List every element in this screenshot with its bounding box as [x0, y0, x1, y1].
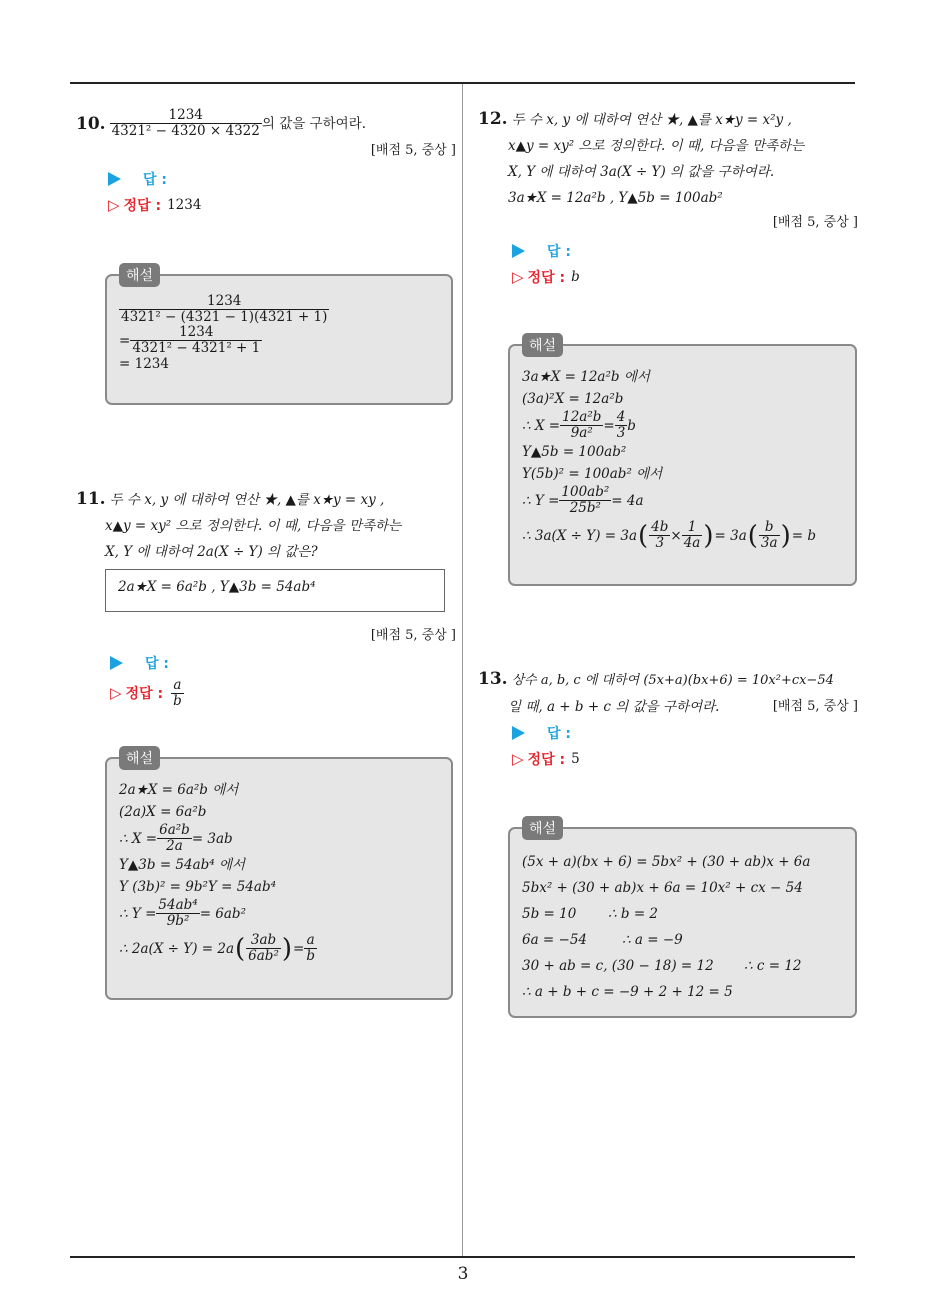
solution-line: Y(5b)² = 100ab² 에서 [522, 466, 663, 482]
solution-fraction: $\frac{1234}{\text{4321² − (4321 − 1)(4321 + 1)}}$ [121, 293, 328, 325]
solution-line: 5b = 10 ∴ b = 2 [522, 906, 659, 922]
play-triangle-icon [512, 244, 525, 258]
solution-line: 3a★X = 12a²b 에서 [522, 369, 650, 385]
solution-line: = 1234 [119, 356, 169, 372]
question-line: 3a★X = 12a²b , Y▲5b = 100ab² [508, 190, 723, 206]
answer-row [512, 720, 858, 746]
correct-answer-row [512, 264, 858, 290]
fraction-denominator: 4321² − 4320 × 4322 [111, 123, 260, 139]
solution-box-10: 해설 $\frac{1234}{\text{4321² − (4321 − 1)(4321 + 1)}}$ = $\frac{1234}{\text{4321² − 4321² + 1}}$ = 1234 [105, 274, 453, 405]
correct-answer: b [571, 269, 580, 285]
question-line: X, Y 에 대하여 2a(X ÷ Y) 의 값은? [105, 544, 318, 560]
solution-line: ∴ a + b + c = −9 + 2 + 12 = 5 [522, 984, 733, 1000]
answer-row [108, 166, 456, 192]
solution-tab: 해설 [119, 263, 160, 287]
solution-line: (2a)X = 6a²b [119, 804, 207, 820]
correct-label: 정답 : [527, 270, 566, 286]
solution-line: Y▲5b = 100ab² [522, 444, 627, 460]
solution-line: ∴ Y = $\frac{\text{54ab⁴}}{\text{9b²}}$ = 6ab² [119, 897, 246, 929]
outline-triangle-icon: ▷ [512, 268, 524, 286]
question-line: 일 때, a + b + c 의 값을 구하여라. [508, 699, 720, 715]
answer-label: 답 : [145, 656, 169, 672]
answer-row [512, 238, 858, 264]
question-number: 11. [76, 489, 106, 509]
correct-answer-row [110, 676, 184, 710]
solution-tab: 해설 [522, 333, 563, 357]
solution-line: 6a = −54 ∴ a = −9 [522, 932, 683, 948]
solution-line: ∴ 2a(X ÷ Y) = 2a ( $\frac{3ab}{\text{6ab²}}$ ) = $\frac{a}{b}$ [119, 932, 315, 964]
correct-label: 정답 : [123, 198, 162, 214]
page-number: 3 [457, 1264, 469, 1284]
answer-label: 답 : [547, 726, 571, 742]
correct-label: 정답 : [125, 686, 164, 702]
solution-tab: 해설 [522, 816, 563, 840]
score-meta: [배점 5, 중상 ] [370, 143, 456, 158]
question-13 [478, 666, 858, 772]
question-line: 두 수 x, y 에 대하여 연산 ★, ▲를 x★y = xy , [109, 492, 385, 508]
footer-rule [70, 1256, 855, 1258]
question-fraction [110, 108, 262, 139]
correct-answer: 1234 [167, 197, 202, 213]
given-condition-box: 2a★X = 6a²b , Y▲3b = 54ab⁴ [105, 569, 445, 612]
solution-line: ∴ Y = $\frac{\text{100ab²}}{\text{25b²}}$ = 4a [522, 484, 644, 516]
solution-line: Y (3b)² = 9b²Y = 54ab⁴ [119, 879, 277, 895]
solution-tab: 해설 [119, 746, 160, 770]
question-number: 10. [76, 113, 106, 134]
question-line: x▲y = xy² 으로 정의한다. 이 때, 다음을 만족하는 [105, 518, 402, 534]
correct-answer: $\frac{a}{b}$ [173, 676, 182, 709]
score-meta: [배점 5, 중상 ] [772, 215, 858, 230]
play-triangle-icon [108, 172, 121, 186]
score-meta: [배점 5, 중상 ] [772, 699, 858, 714]
solution-line: ∴ 3a(X ÷ Y) = 3a ( $\frac{4b}{3}$ × $\frac{1}{4a}$ ) = 3a ( $\frac{b}{3a}$ ) = b [522, 519, 816, 551]
solution-box-12 [508, 338, 857, 586]
correct-answer-row [108, 192, 456, 218]
question-number: 13. [478, 669, 508, 689]
solution-fraction: $\frac{1234}{\text{4321² − 4321² + 1}}$ [132, 324, 261, 356]
solution-line: ∴ X = $\frac{\text{6a²b}}{2a}$ = 3ab [119, 822, 233, 854]
question-line: 두 수 x, y 에 대하여 연산 ★, ▲를 x★y = x²y , [511, 112, 792, 128]
outline-triangle-icon: ▷ [110, 684, 122, 702]
column-divider [462, 84, 463, 1257]
correct-answer: 5 [571, 751, 580, 767]
question-text: 의 값을 구하여라. [261, 115, 367, 132]
solution-line: 5bx² + (30 + ab)x + 6a = 10x² + cx − 54 [522, 880, 803, 896]
solution-box-13 [508, 821, 857, 1018]
solution-box-11 [105, 751, 453, 1000]
question-12 [478, 106, 858, 290]
question-line: 상수 a, b, c 에 대하여 (5x+a)(bx+6) = 10x²+cx−54 [511, 673, 834, 688]
solution-line: ∴ X = $\frac{\text{12a²b}}{\text{9a²}}$ = $\frac{4}{3}$ b [522, 409, 636, 441]
outline-triangle-icon: ▷ [108, 196, 120, 214]
correct-label: 정답 : [527, 752, 566, 768]
question-number: 12. [478, 109, 508, 129]
solution-line: 2a★X = 6a²b 에서 [119, 782, 239, 798]
question-11 [76, 486, 456, 565]
play-triangle-icon [110, 656, 123, 670]
question-line: X, Y 에 대하여 3a(X ÷ Y) 의 값을 구하여라. [508, 164, 775, 180]
outline-triangle-icon: ▷ [512, 750, 524, 768]
solution-line: (3a)²X = 12a²b [522, 391, 624, 407]
question-10 [76, 108, 456, 218]
answer-label: 답 : [547, 244, 571, 260]
answer-row [110, 650, 184, 676]
answer-label: 답 : [143, 172, 167, 188]
solution-line: Y▲3b = 54ab⁴ 에서 [119, 857, 246, 873]
correct-answer-row [512, 746, 858, 772]
question-line: x▲y = xy² 으로 정의한다. 이 때, 다음을 만족하는 [508, 138, 805, 154]
solution-line: (5x + a)(bx + 6) = 5bx² + (30 + ab)x + 6a [522, 854, 811, 870]
fraction-numerator: 1234 [110, 108, 262, 124]
score-meta: [배점 5, 중상 ] [370, 628, 456, 643]
play-triangle-icon [512, 726, 525, 740]
solution-line: 30 + ab = c, (30 − 18) = 12 ∴ c = 12 [522, 958, 802, 974]
